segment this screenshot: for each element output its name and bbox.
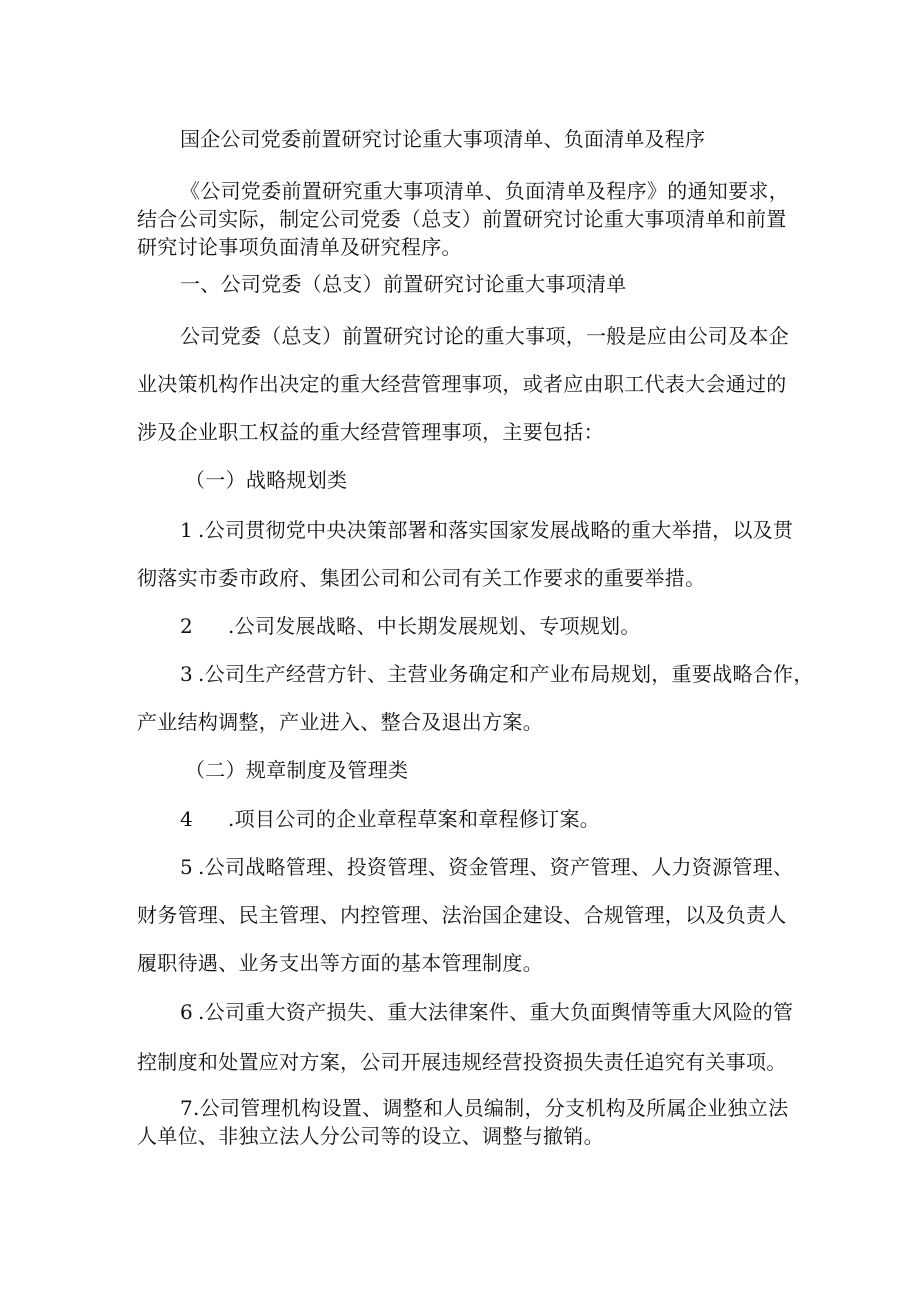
item-text: .项目公司的企业章程草案和章程修订案。: [228, 807, 601, 831]
list-item-line: 人单位、非独立法人分公司等的设立、调整与撤销。: [137, 1124, 604, 1148]
item-text: .公司生产经营方针、主营业务确定和产业布局规划，重要战略合作，: [198, 662, 814, 686]
item-number: 5: [180, 855, 194, 879]
item-number: 4: [180, 807, 194, 831]
section-heading: 一、公司党委（总支）前置研究讨论重大事项清单: [180, 272, 627, 296]
intro-line: 《公司党委前置研究重大事项清单、负面清单及程序》的通知要求，: [180, 179, 789, 203]
intro-line: 结合公司实际，制定公司党委（总支）前置研究讨论重大事项清单和前置: [137, 207, 787, 231]
item-text: .公司重大资产损失、重大法律案件、重大负面舆情等重大风险的管: [198, 1000, 794, 1024]
list-item-line: [180, 614, 641, 638]
item-number: 1: [180, 518, 194, 542]
section-body-line: 公司党委（总支）前置研究讨论的重大事项，一般是应由公司及本企: [180, 324, 789, 348]
intro-line: 研究讨论事项负面清单及研究程序。: [137, 235, 462, 259]
document-title: 国企公司党委前置研究讨论重大事项清单、负面清单及程序: [180, 127, 706, 151]
list-item-line: 产业结构调整，产业进入、整合及退出方案。: [137, 710, 543, 734]
list-item-line: [180, 662, 814, 686]
list-item-line: 控制度和处置应对方案，公司开展违规经营投资损失责任追究有关事项。: [137, 1050, 787, 1074]
category-heading: （二）规章制度及管理类: [185, 758, 409, 782]
item-text: .公司战略管理、投资管理、资金管理、资产管理、人力资源管理、: [198, 855, 794, 879]
list-item-line: 7.公司管理机构设置、调整和人员编制，分支机构及所属企业独立法: [180, 1096, 789, 1120]
list-item-line: [180, 807, 600, 831]
list-item-line: 彻落实市委市政府、集团公司和公司有关工作要求的重要举措。: [137, 566, 706, 590]
list-item-line: [180, 1000, 793, 1024]
item-text: .公司贯彻党中央决策部署和落实国家发展战略的重大举措，以及贯: [198, 518, 794, 542]
item-number: 2: [180, 614, 194, 638]
section-body-line: 业决策机构作出决定的重大经营管理事项，或者应由职工代表大会通过的: [137, 372, 787, 396]
item-number: 6: [180, 1000, 194, 1024]
list-item-line: [180, 518, 793, 542]
section-body-line: 涉及企业职工权益的重大经营管理事项，主要包括：: [137, 420, 604, 444]
category-heading: （一）战略规划类: [185, 468, 348, 492]
item-number: 3: [180, 662, 194, 686]
item-text: .公司发展战略、中长期发展规划、专项规划。: [228, 614, 641, 638]
list-item-line: 财务管理、民主管理、内控管理、法治国企建设、合规管理，以及负责人: [137, 903, 787, 927]
list-item-line: [180, 855, 793, 879]
list-item-line: 履职待遇、业务支出等方面的基本管理制度。: [137, 951, 543, 975]
